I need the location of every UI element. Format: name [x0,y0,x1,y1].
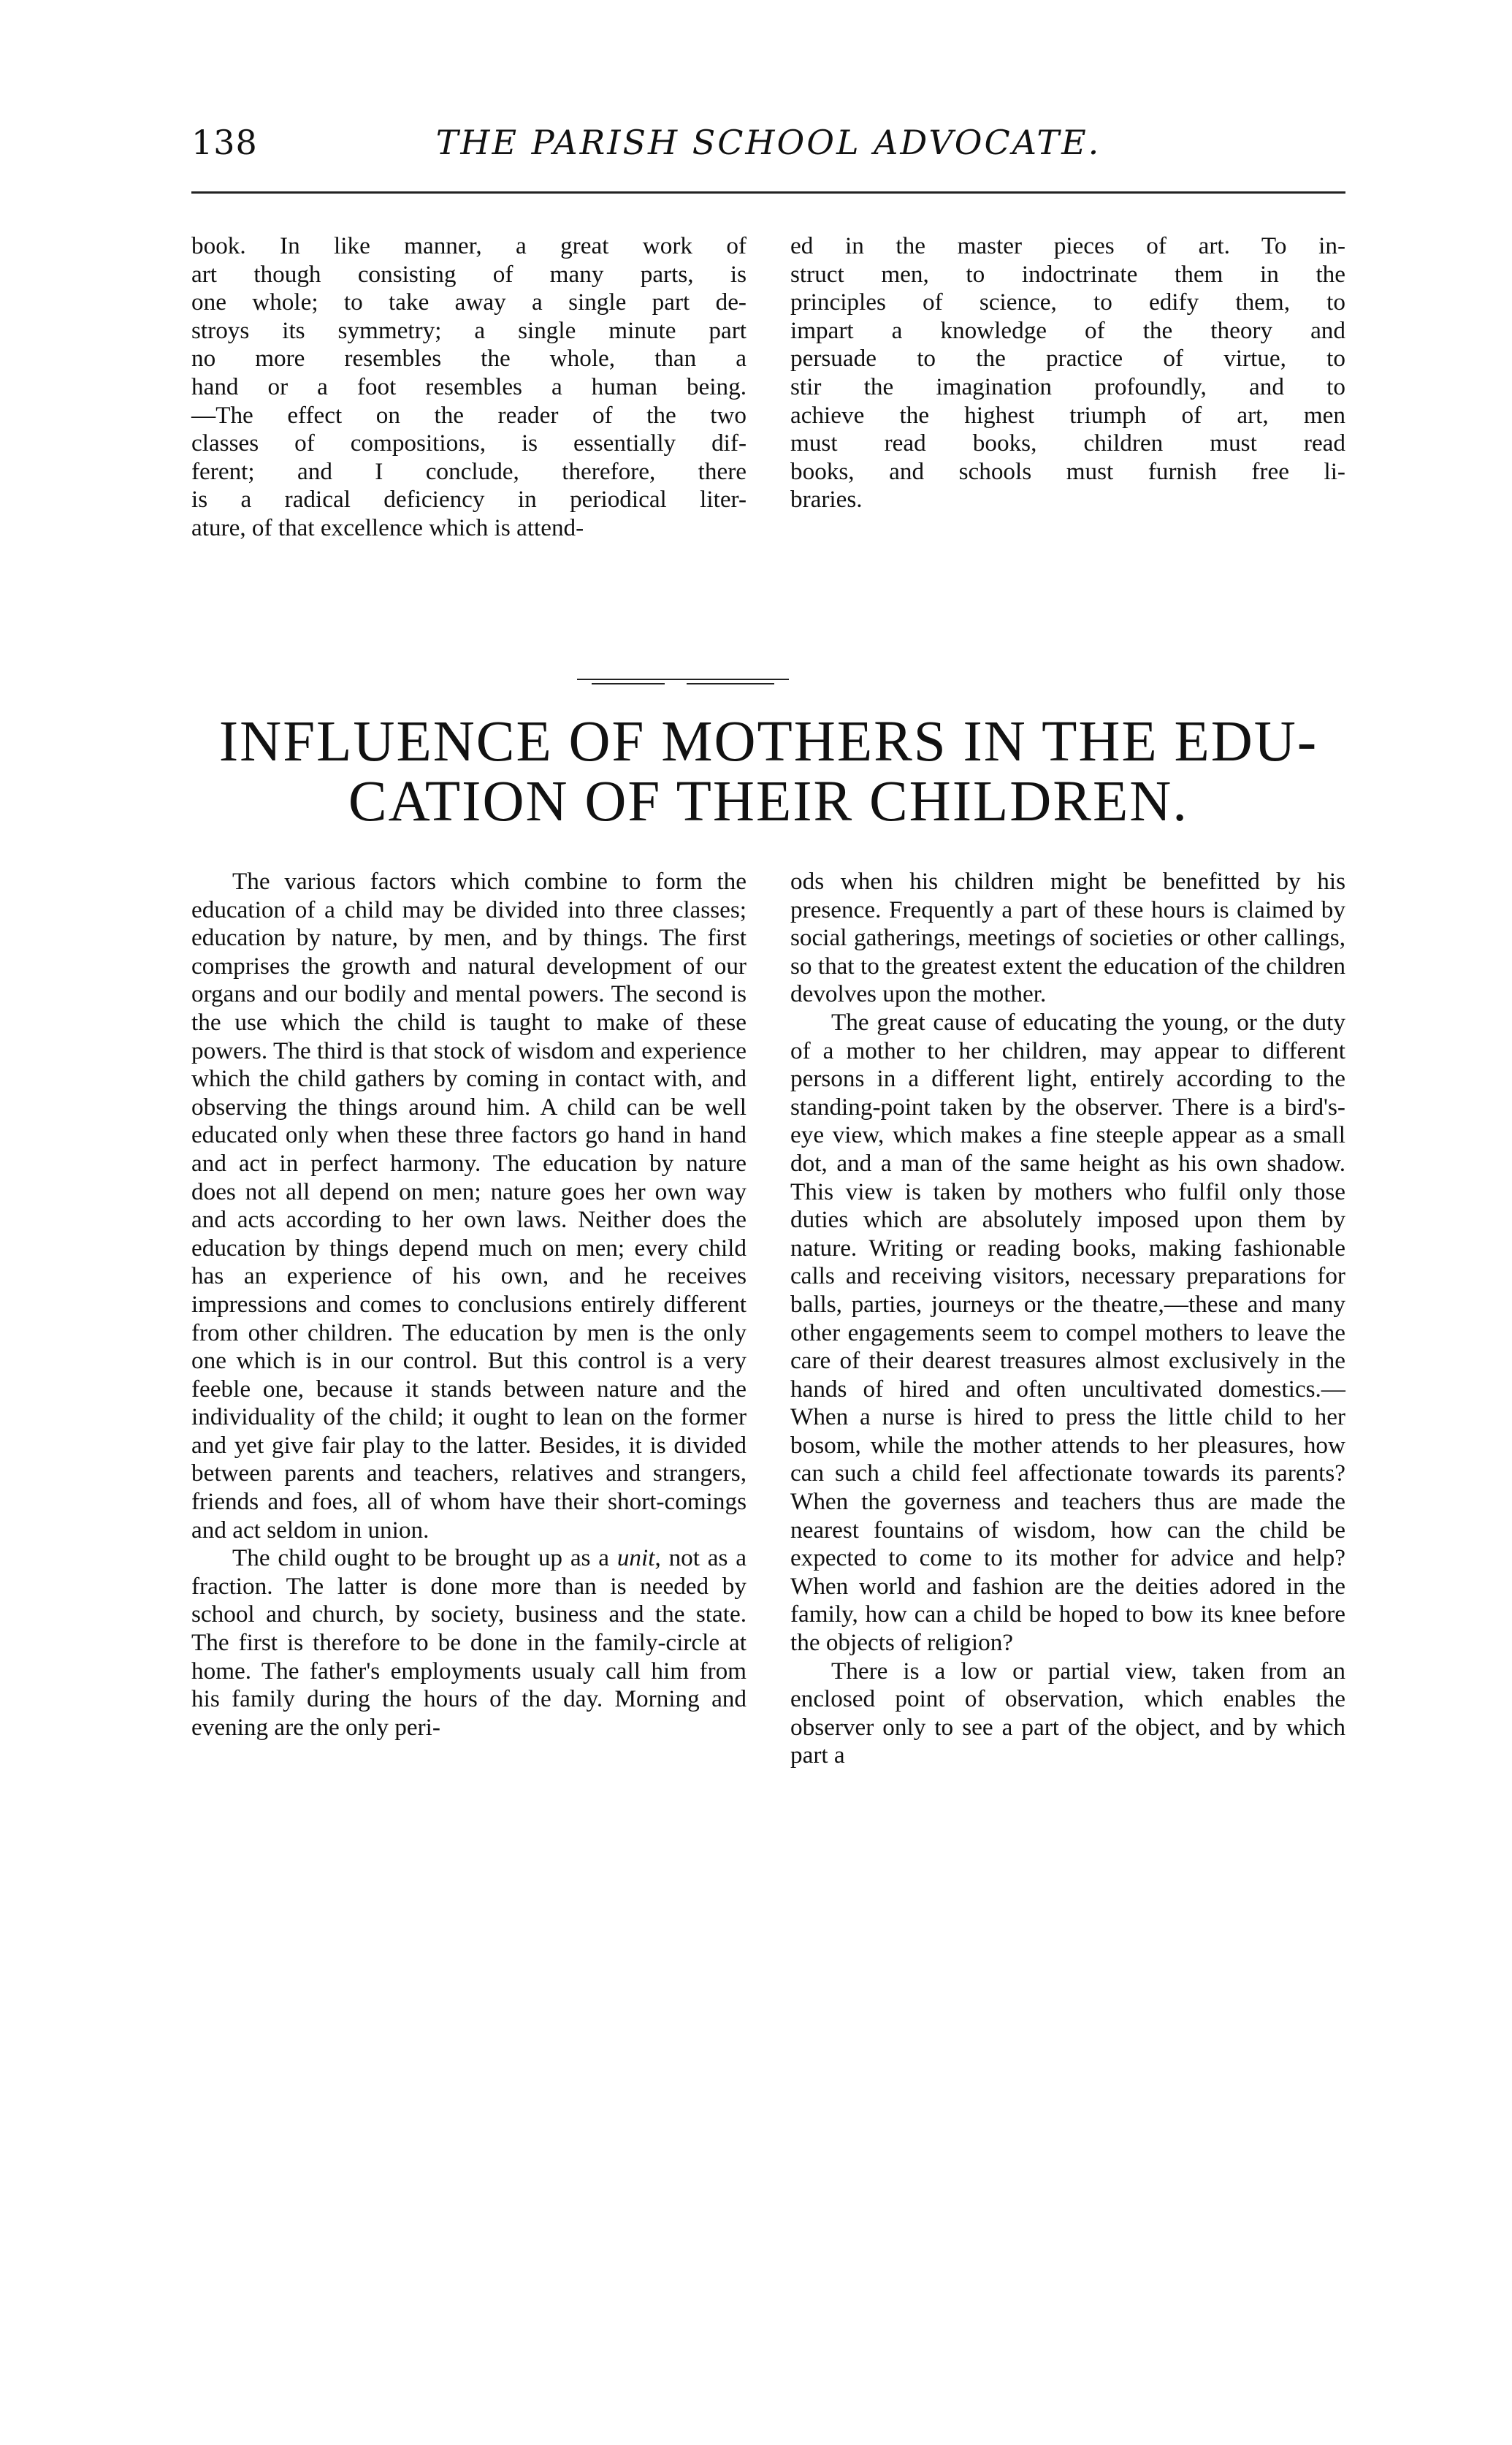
text-line: art though consisting of many parts, is [191,260,747,288]
text-line: hand or a foot resembles a human being. [191,373,747,400]
text-line: ferent; and I conclude, therefore, there [191,457,747,485]
article-right-column [790,868,1345,1770]
previous-article-left-column [191,232,747,543]
text-line: book. In like manner, a great work of [191,232,747,259]
article-paragraph-2-rest: , not as a fraction. The latter is done more than is needed by school and church, by society, business and the state. The first is therefore to be done in the family-circle at home. The father's employments usualy call him from his family during the hours of the day. Morning and evening are the only peri- [191,1544,747,1741]
text-line: achieve the highest triumph of art, men [790,401,1345,429]
text-line: persuade to the practice of virtue, to [790,345,1345,373]
text-line: classes of compositions, is essentially dif- [191,430,747,457]
running-head: THE PARISH SCHOOL ADVOCATE. [435,123,1101,162]
section-divider [577,676,789,687]
previous-article-right-column [790,232,1345,514]
article-left-column [191,868,747,1742]
text-line: one whole; to take away a single part de- [191,289,747,316]
article-paragraph-4: There is a low or partial view, taken from an enclosed point of observation, which enables the observer only to see a part of the object, and by which part a [790,1657,1345,1769]
text-line: ed in the master pieces of art. To in- [790,232,1345,259]
text-line: impart a knowledge of the theory and [790,316,1345,344]
text-line: struct men, to indoctrinate them in the [790,260,1345,288]
article-paragraph-2-italic: unit [616,1544,655,1572]
text-line: books, and schools must furnish free li- [790,457,1345,485]
text-line: braries. [790,486,863,514]
text-line: stir the imagination profoundly, and to [790,373,1345,400]
text-line: stroys its symmetry; a single minute part [191,316,747,344]
text-line: principles of science, to edify them, to [790,289,1345,316]
text-line: —The effect on the reader of the two [191,401,747,429]
text-line: no more resembles the whole, than a [191,345,747,373]
article-paragraph-2-start: The child ought to be brought up as a [232,1544,617,1572]
previous-article-left-lines [191,232,747,543]
article-title [191,712,1345,832]
previous-article-right-lines [790,232,1345,514]
text-line: must read books, children must read [790,430,1345,457]
article-paragraph-2-continued: ods when his children might be benefitted by his presence. Frequently a part of these hours is claimed by social gatherings, meetings of societies or other callings, so that to the greatest extent the education of the children devolves upon the mother. [790,868,1345,1008]
header-rule [191,191,1345,194]
article-paragraph-2 [191,1544,747,1742]
page-header [191,123,1345,181]
article-paragraph-3: The great cause of educating the young, or the duty of a mother to her children, may appear to different persons in a different light, entirely according to the standing-point taken by the observer. There is a bird's-eye view, which makes a fine steeple appear as a small dot, and a man of the same height as his own shadow. This view is taken by mothers who fulfil only those duties which are absolutely imposed upon them by nature. Writing or reading books, making fashionable calls and receiving visitors, necessary preparations for balls, parties, journeys or the theatre,—these and many other engagements seem to compel mothers to leave the care of their dearest treasures almost exclusively in the hands of hired and often uncultivated domestics.— When a nurse is hired to press the little child to her bosom, while the mother attends to her pleasures, how can such a child feel affectionate towards its parents? When the governess and teachers thus are made the nearest fountains of wisdom, how can the child be expected to come to its mother for advice and help? When world and fashion are the deities adored in the family, how can a child be hoped to bow its knee before the objects of religion? [790,1008,1345,1657]
article-title-line-2: CATION OF THEIR CHILDREN. [348,770,1189,834]
article-paragraph-1: The various factors which combine to form the education of a child may be divided into three classes; education by nature, by men, and by things. The first comprises the growth and natural development of our organs and our bodily and mental powers. The second is the use which the child is taught to make of these powers. The third is that stock of wisdom and experience which the child gathers by coming in contact with, and observing the things around him. A child can be well educated only when these three factors go hand in hand and act in perfect harmony. The education by nature does not all depend on men; nature goes her own way and acts according to her own laws. Neither does the education by things depend much on men; every child has an experience of his own, and he receives impressions and comes to conclusions entirely different from other children. The education by men is the only one which is in our control. But this control is a very feeble one, because it stands between nature and the individuality of the child; it ought to lean on the former and yet give fair play to the latter. Besides, it is divided between parents and teachers, relatives and strangers, friends and foes, all of whom have their short-comings and act seldom in union. [191,868,747,1544]
text-line: is a radical deficiency in periodical liter- [191,486,747,514]
article-title-line-1: INFLUENCE OF MOTHERS IN THE EDU- [218,710,1318,774]
text-line: ature, of that excellence which is attend- [191,514,584,541]
page-number: 138 [191,123,258,162]
